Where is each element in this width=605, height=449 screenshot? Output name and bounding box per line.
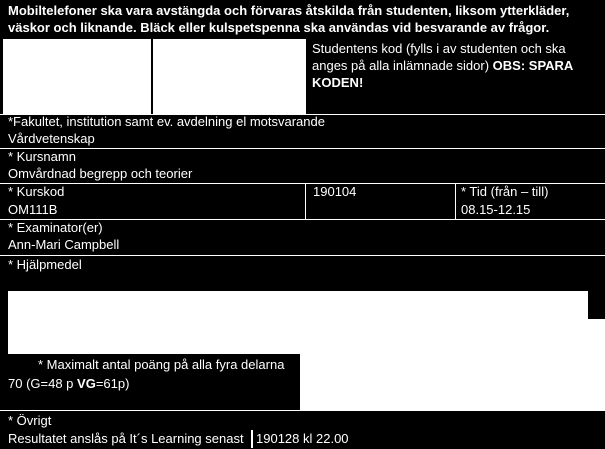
- column-divider: [305, 183, 306, 219]
- column-divider: [455, 183, 456, 219]
- course-name-label: * Kursnamn: [8, 149, 76, 164]
- aids-label: * Hjälpmedel: [8, 257, 82, 272]
- max-points-label: * Maximalt antal poäng på alla fyra delarna: [38, 357, 285, 372]
- course-code-label: * Kurskod: [8, 184, 65, 199]
- examiner-value: Ann-Mari Campbell: [8, 237, 120, 252]
- exam-date: 190104: [313, 184, 357, 199]
- course-name-value: Omvårdnad begrepp och teorier: [8, 166, 193, 181]
- time-label: * Tid (från – till): [461, 184, 549, 199]
- other-label: * Övrigt: [8, 413, 52, 428]
- separator: [0, 410, 605, 411]
- examiner-label: * Examinator(er): [8, 220, 103, 235]
- other-value-part-1: Resultatet anslås på It´s Learning senast: [8, 431, 244, 446]
- student-code-box-1: [3, 39, 151, 115]
- student-code-label-line-3: KODEN!: [312, 75, 364, 90]
- max-points-value: 70 (G=48 p VG=61p): [8, 376, 130, 391]
- student-code-label-line-1: Studentens kod (fylls i av studenten och ska: [312, 41, 566, 56]
- aids-redaction-top: [8, 291, 588, 319]
- student-code-label-line-2: anges på alla inlämnade sidor) OBS: SPARA: [312, 58, 574, 73]
- header-line-1: Mobiltelefoner ska vara avstängda och förvaras åtskilda från studenten, liksom ytterkläder,: [8, 3, 570, 18]
- student-code-box-2: [153, 39, 306, 115]
- cursor-bar: [251, 430, 253, 448]
- header-line-2: väskor och liknande. Bläck eller kulspetspenna ska användas vid besvarande av frågor.: [8, 20, 550, 35]
- faculty-label: *Fakultet, institution samt ev. avdelning el motsvarande: [8, 114, 325, 129]
- aids-redaction-middle: [8, 319, 605, 354]
- time-value: 08.15-12.15: [461, 202, 531, 217]
- separator: [0, 148, 605, 149]
- course-code-value: OM111B: [8, 202, 58, 217]
- separator: [0, 255, 605, 256]
- other-value-part-2: 190128 kl 22.00: [256, 431, 349, 446]
- aids-redaction-bottom: [300, 354, 605, 410]
- faculty-value: Vårdvetenskap: [8, 131, 95, 146]
